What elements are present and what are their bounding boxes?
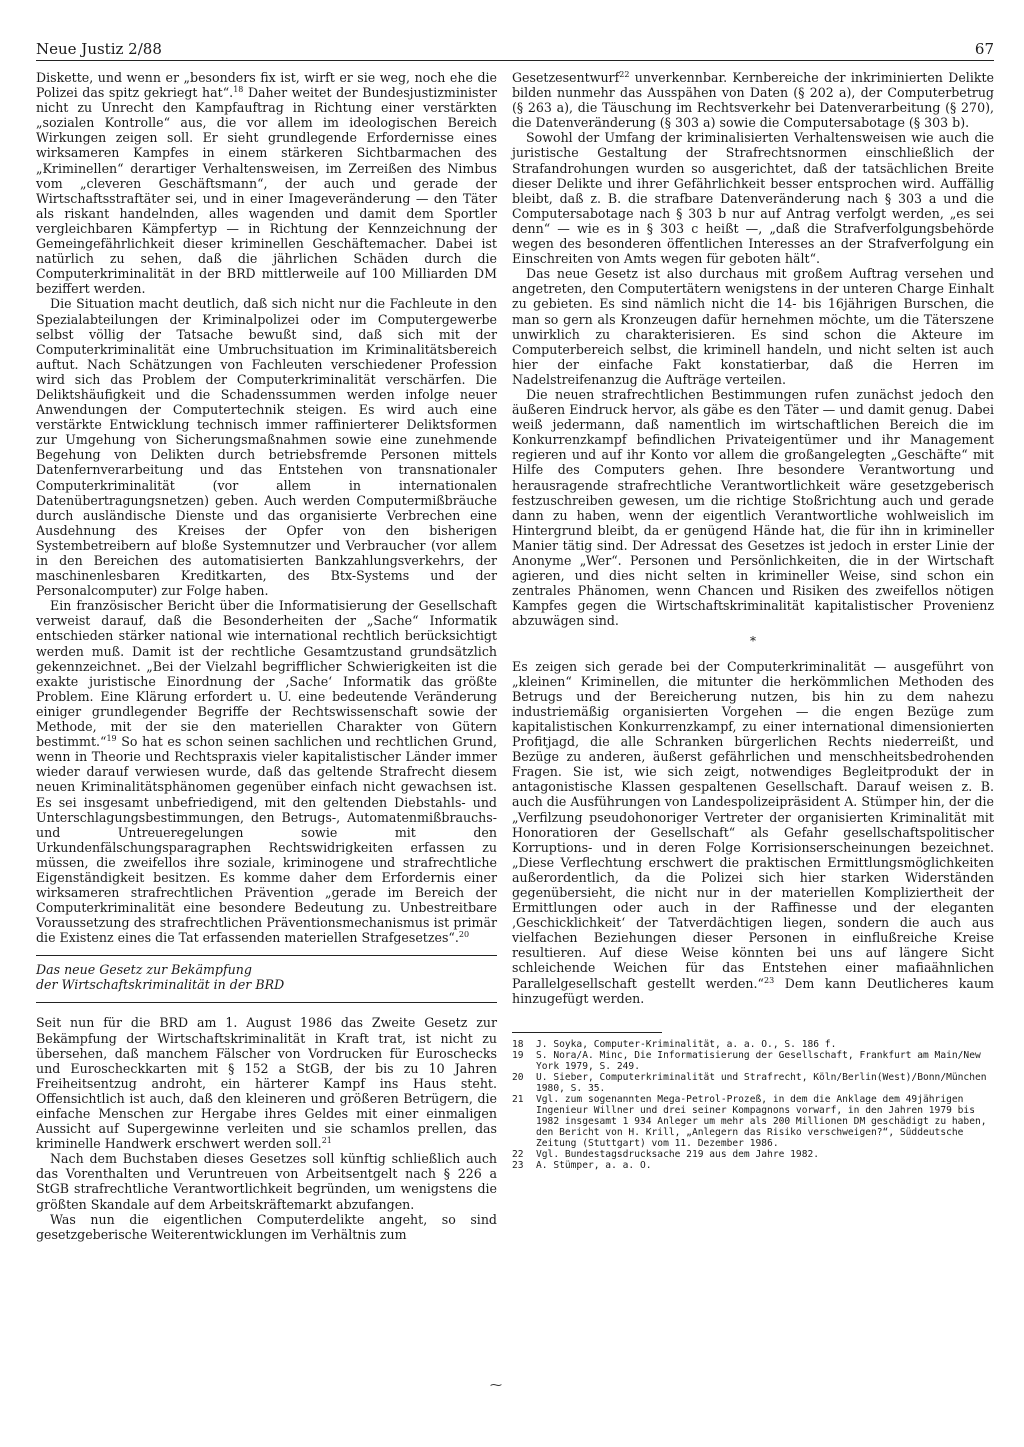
- footnote-text: A. Stümper, a. a. O.: [536, 1159, 652, 1171]
- paragraph-text: Seit nun für die BRD am 1. August 1986 das Zweite Gesetz zur Bekämpfung der Wirtschaftskriminalität in Kraft trat, ist nicht zu übersehen, daß manchem Fälscher von Vordrucken für Euroschecks und Euroscheckkarten mit § 152 a StGB, der bis zu 10 Jahren Freiheitsentzug androht, ein härterer Kampf ins Haus steht. Offensichtlich ist auch, daß den kleineren und größeren Betrügern, die einfache Menschen zur Hergabe ihres Geldes mit einer einmaligen Aussicht auf Supergewinne verleiten und sie schamlos prellen, das kriminelle Handwerk erschwert werden soll.: [36, 1015, 497, 1152]
- footnote-ref[interactable]: 21: [321, 1136, 332, 1145]
- paragraph: [36, 598, 497, 945]
- paragraph-text: Ein französischer Bericht über die Informatisierung der Gesellschaft verweist darauf, daß die Besonderheiten der „Sache“ Informatik entschieden stärker national wie international rechtlich berücksichtigt werden muß. Damit ist der rechtliche Gesamtzustand grundsätzlich gekennzeichnet. „Bei der Vielzahl begrifflicher Schwierigkeiten ist die exakte juristische Einordnung der ‚Sache‘ Informatik das größte Problem. Eine Klärung erfordert u. U. eine bedeutende Veränderung einiger grundlegender Begriffe der Rechtswissenschaft sowie der Methode, mit der sie den materiellen Charakter von Gütern bestimmt.“: [36, 598, 497, 750]
- paragraph: [36, 1015, 497, 1151]
- footnote: [512, 1149, 994, 1160]
- footnote-ref[interactable]: 20: [458, 930, 470, 940]
- paragraph: Sowohl der Umfang der kriminalisierten Verhaltensweisen wie auch die juristische Gestaltung der Strafrechtsnormen einschließlich der Strafandrohungen wurden so ausgerichtet, daß der tatsächlichen Breite dieser Delikte und ihrer Gefährlichkeit besser entsprochen wird. Auffällig bleibt, daß z. B. die strafbare Datenveränderung nach § 303 a und die Computersabotage nach § 303 b nur auf Antrag verfolgt werden, „es sei denn“ — wie es in § 303 c heißt —, „daß die Strafverfolgungsbehörde wegen des besonderen öffentlichen Interesses an der Strafverfolgung ein Einschreiten von Amts wegen für geboten hält“.: [512, 130, 994, 267]
- footnote: [512, 1160, 994, 1171]
- footnote-ref[interactable]: 19: [106, 733, 117, 743]
- footnote-rule: [512, 1032, 662, 1033]
- paragraph-text: Dem kann Deutlicheres kaum hinzugefügt werden.: [512, 975, 994, 1006]
- footnote-text: J. Soyka, Computer-Kriminalität, a. a. O., S. 186 f.: [536, 1038, 837, 1050]
- footnote: [512, 1094, 994, 1149]
- journal-title: Neue Justiz 2/88: [36, 40, 162, 58]
- paragraph: Die Situation macht deutlich, daß sich nicht nur die Fachleute in den Spezialabteilungen der Kriminalpolizei oder im Computergewerbe selbst völlig der Tatsache bewußt sind, daß sich mit der Computerkriminalität eine Umbruchsituation im Kriminalitätsbereich auftut. Nach Schätzungen von Fachleuten verschiedener Profession wird sich das Problem der Computerkriminalität verschärfen. Die Deliktshäufigkeit und die Schadenssummen werden infolge neuer Anwendungen der Computertechnik steigen. Es wird auch eine verstärkte Entwicklung technisch immer raffinierterer Deliktsformen zur Umgehung von Sicherungsmaßnahmen sowie eine zunehmende Begehung von Delikten durch betriebsfremde Personen mittels Datenfernverarbeitung und das Entstehen von transnationaler Computerkriminalität (vor allem in internationalen Datenübertragungsnetzen) geben. Auch werden Computermißbräuche durch ausländische Dienste und das organisierte Verbrechen eine Ausdehnung des Kreises der Opfer von den bisherigen Systembetreibern auf bloße Systemnutzer und Verbraucher (vor allem in den Bereichen des automatisierten Bankzahlungsverkehrs, der maschinenlesbaren Kreditkarten, des Btx-Systems und der Personalcomputer) zur Folge haben.: [36, 296, 497, 599]
- right-column: [512, 70, 994, 1171]
- footnote-number: 21: [512, 1093, 524, 1105]
- paragraph-text: So hat es schon seinen sachlichen und rechtlichen Grund, wenn in Theorie und Rechtspraxis vieler kapitalistischer Länder immer wieder darauf verwiesen wurde, daß das geltende Strafrecht diesem neuen Kriminalitätsphänomen gegenüber einfach nicht gewachsen ist. Es sei insgesamt unbefriedigend, mit den geltenden Diebstahls- und Unterschlagungsbestimmungen, den Betrugs-, Automatenmißbrauchs- und Untreueregelungen sowie mit den Urkundenfälschungsparagraphen Rechtswidrigkeiten erfassen zu müssen, die zweifellos ihre soziale, kriminogene und strafrechtliche Eigenständigkeit besitzen. Es komme daher dem Erfordernis einer wirksameren strafrechtlichen Prävention „gerade im Bereich der Computerkriminalität eine besondere Bedeutung zu. Unbestreitbare Voraussetzung des strafrechtlichen Präventionsmechanismus ist primär die Existenz eines die Tat erfassenden materiellen Strafgesetzes“.: [36, 734, 497, 946]
- page-header: [36, 36, 994, 62]
- footnote-text: U. Sieber, Computerkriminalität und Strafrecht, Köln/Berlin(West)/Bonn/München 1980, S. 35.: [536, 1071, 987, 1094]
- paragraph: Nach dem Buchstaben dieses Gesetzes soll künftig schließlich auch das Vorenthalten und Veruntreuen von Arbeitsentgelt nach § 226 a StGB strafrechtliche Verantwortlichkeit begründen, um wenigstens die größten Skandale auf dem Arbeitskräftemarkt abzufangen.: [36, 1151, 497, 1212]
- footnote-ref[interactable]: 18: [233, 84, 244, 94]
- footnote-number: 18: [512, 1038, 524, 1050]
- footnote-text: Vgl. zum sogenannten Mega-Petrol-Prozeß, in dem die Anklage dem 49jährigen Ingenieur Willner und drei seiner Kompagnons vorwarf, in den Jahren 1979 bis 1982 insgesamt 1 934 Anleger um mehr als 200 Millionen DM geschädigt zu haben, den Bericht von H. Krill, „Anlegern das Risiko verschweigen?“, Süddeutsche Zeitung (Stuttgart) vom 11. Dezember 1986.: [536, 1093, 987, 1149]
- paragraph: Das neue Gesetz ist also durchaus mit großem Auftrag versehen und angetreten, den Computertätern wenigstens in der unteren Charge Einhalt zu gebieten. Es sind nämlich nicht die 14- bis 16jährigen Burschen, die man so gern als Kronzeugen dafür hernehmen möchte, um die Täterszene unwirklich zu charakterisieren. Es sind schon die Akteure im Computerbereich selbst, die kriminell handeln, und nicht selten ist auch hier der einfache Fakt konstatierbar, daß die Herren im Nadelstreifenanzug die Aufträge verteilen.: [512, 266, 994, 387]
- footnote-number: 19: [512, 1049, 524, 1061]
- paragraph: Was nun die eigentlichen Computerdelikte angeht, so sind gesetzgeberische Weiterentwicklungen im Verhältnis zum: [36, 1211, 497, 1242]
- paragraph: Die neuen strafrechtlichen Bestimmungen rufen zunächst jedoch den äußeren Eindruck hervor, als gäbe es den Täter — und damit genug. Dabei weiß jedermann, daß namentlich im wirtschaftlichen Bereich die im Konkurrenzkampf befindlichen Privateigentümer und ihr Management regieren und auf ihr Konto vor allem die großangelegten „Geschäfte“ mit Hilfe des Computers gehen. Ihre besondere Verantwortung und herausragende strafrechtliche Verantwortlichkeit wäre gesetzgeberisch festzuschreiben gewesen, um die richtige Stoßrichtung auch und gerade dann zu haben, wenn der eigentlich Verantwortliche wohlweislich im Hintergrund bleibt, da er genügend Hände hat, die für ihn in krimineller Manier tätig sind. Der Adressat des Gesetzes ist jedoch in erster Linie der Anonyme „Wer“. Personen und Persönlichkeiten, die in der Wirtschaft agieren, und dies nicht selten in krimineller Weise, sind schon ein zentrales Phänomen, wenn Chancen und Risiken des zweifellos nötigen Kampfes gegen die Wirtschaftskriminalität kapitalistischer Provenienz abzuwägen sind.: [512, 386, 994, 629]
- footnote-number: 23: [512, 1159, 524, 1171]
- paragraph-text: unverkennbar. Kernbereiche der inkriminierten Delikte bilden nunmehr das Ausspähen von Daten (§ 202 a), der Computerbetrug (§ 263 a), die Täuschung im Rechtsverkehr bei Datenverarbeitung (§ 270), die Datenveränderung (§ 303 a) sowie die Computersabotage (§ 303 b).: [512, 70, 994, 131]
- footnote-number: 22: [512, 1148, 524, 1160]
- page-number: 67: [974, 40, 994, 58]
- margin-mark: ⁓: [490, 1378, 502, 1392]
- section-heading-line: der Wirtschaftskriminalität in der BRD: [36, 977, 285, 993]
- paragraph: [36, 70, 497, 296]
- footnote-ref[interactable]: 22: [619, 69, 630, 79]
- footnote: [512, 1072, 994, 1094]
- footnote: [512, 1050, 994, 1072]
- paragraph-text: Daher weitet der Bundesjustizminister nicht zu Unrecht den Kampfauftrag in Richtung einer verstärkten „sozialen Kontrolle“ aus, die vor allem im ideologischen Bereich Wirkungen zeigen soll. Er sieht grundlegende Erfordernisse eines wirksameren Kampfes in einem stärkeren Sichtbarmachen des „Kriminellen“ derartiger Verhaltensweisen, im Zerreißen des Nimbus vom „cleveren Geschäftsmann“, der auch und gerade der Wirtschaftsstraftäter sei, und in einer Imageveränderung — den Täter als riskant handelnden, alles wagenden und damit dem Sportler vergleichbaren Kämpfertyp — in Richtung der Kennzeichnung der Gemeingefährlichkeit dieser kriminellen Geschäftemacher. Dabei ist natürlich zu sehen, daß die jährlichen Schäden durch die Computerkriminalität in der BRD mittlerweile auf 100 Milliarden DM beziffert werden.: [36, 85, 497, 297]
- left-column: [36, 70, 497, 1242]
- footnote: [512, 1039, 994, 1050]
- header-rule: [36, 60, 994, 61]
- section-rule: [36, 1002, 497, 1003]
- paragraph: [512, 70, 994, 130]
- paragraph: [512, 659, 994, 1006]
- section-heading-line: Das neue Gesetz zur Bekämpfung: [36, 962, 252, 978]
- paragraph-text: Diskette, und wenn er „besonders fix ist, wirft er sie weg, noch ehe die Polizei das spitz gekriegt hat“.: [36, 70, 497, 101]
- footnotes: [512, 1039, 994, 1171]
- footnote-text: Vgl. Bundestagsdrucksache 219 aus dem Jahre 1982.: [536, 1148, 820, 1160]
- footnote-text: S. Nora/A. Minc, Die Informatisierung der Gesellschaft, Frankfurt am Main/New York 1979, S. 249.: [536, 1049, 981, 1072]
- section-heading: [36, 955, 497, 1003]
- footnote-number: 20: [512, 1071, 524, 1083]
- paragraph-text: Gesetzesentwurf: [512, 70, 620, 85]
- paragraph-text: Es zeigen sich gerade bei der Computerkriminalität — ausgeführt von „kleinen“ Kriminellen, die mitunter die herkömmlichen Methoden des Betrugs und der Bereicherung nutzen, bis hin zu dem nahezu industriemäßig organisierten Vorgehen — die engen Bezüge zum kapitalistischen Konkurrenzkampf, zu einer international dimensionierten Profitjagd, die alle Schranken bürgerlichen Rechts niederreißt, und Bezüge zu anderen, äußerst gefährlichen und menschheitsbedrohenden Fragen. Sie ist, wie sich zeigt, notwendiges Begleitprodukt der in antagonistische Klassen gespaltenen Gesellschaft. Darauf weisen z. B. auch die Ausführungen von Landespolizeipräsident A. Stümper hin, der die „Verfilzung pseudohonoriger Vertreter der organisierten Kriminalität mit Honoratioren der Gesellschaft“ als Gefahr gesellschaftspolitischer Korruptions- und in deren Folge Korrisionserscheinungen bezeichnet. „Diese Verflechtung erschwert die praktischen Ermittlungsmöglichkeiten außerordentlich, da die Polizei sich hier starken Widerständen gegenübersieht, die nicht nur in der materiellen Kompliziertheit der Ermittlungen oder auch in der Raffinesse und der eleganten ‚Geschicklichkeit‘ der Tatverdächtigen liegen, sondern die auch aus vielfachen Beziehungen dieser Personen in einflußreiche Kreise resultieren. Auf diese Weise könnten bei uns auf längere Sicht schleichende Weichen für das Entstehen einer mafiaähnlichen Parallelgesellschaft gestellt werden.“: [512, 658, 994, 991]
- section-divider-star: *: [750, 634, 756, 649]
- footnote-ref[interactable]: 23: [763, 975, 775, 985]
